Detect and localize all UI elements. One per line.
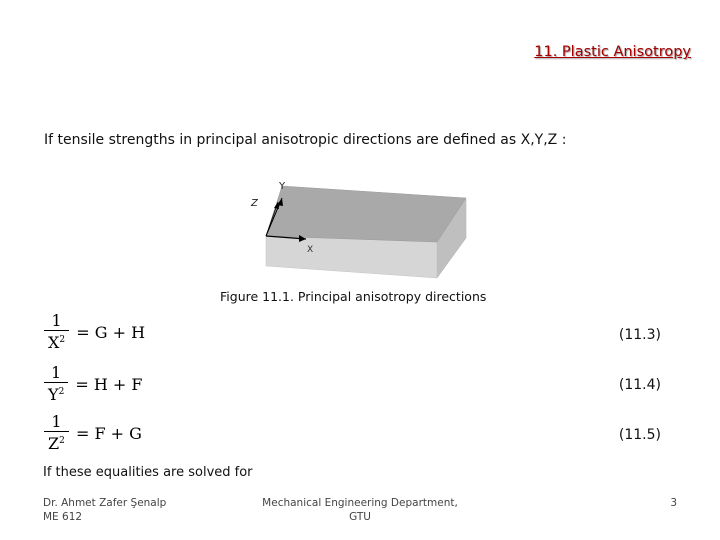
equation-11-5 xyxy=(44,413,142,453)
denominator-exponent: 2 xyxy=(59,436,65,446)
equation-fraction xyxy=(44,413,69,453)
footer-university: GTU xyxy=(349,511,371,523)
denominator-variable: X xyxy=(48,333,60,352)
equation-number-11-5: (11.5) xyxy=(618,427,661,443)
equation-rhs: = G + H xyxy=(76,322,146,342)
anisotropy-block-figure xyxy=(248,178,472,282)
equation-11-4 xyxy=(44,364,143,404)
fraction-denominator xyxy=(44,431,69,453)
fraction-numerator: 1 xyxy=(51,412,62,431)
solved-for-text: If these equalities are solved for xyxy=(43,465,253,480)
intro-text: If tensile strengths in principal anisotropic directions are defined as X,Y,Z : xyxy=(44,132,567,148)
footer-department: Mechanical Engineering Department, xyxy=(262,497,458,509)
axis-y-label: Y xyxy=(279,181,286,192)
page-number: 3 xyxy=(670,497,677,509)
footer-author-block xyxy=(43,496,166,524)
block-top-face xyxy=(266,186,466,242)
denominator-exponent: 2 xyxy=(58,387,65,397)
equation-fraction xyxy=(44,312,69,352)
fraction-numerator: 1 xyxy=(51,363,62,382)
fraction-denominator xyxy=(44,382,68,404)
equation-number-11-4: (11.4) xyxy=(618,377,661,393)
equation-rhs: = H + F xyxy=(75,374,143,394)
denominator-exponent: 2 xyxy=(59,335,66,345)
fraction-denominator xyxy=(44,330,69,352)
denominator-variable: Y xyxy=(48,385,59,404)
equation-number-11-3: (11.3) xyxy=(618,327,661,343)
footer-department-block xyxy=(262,496,458,524)
footer-course: ME 612 xyxy=(43,511,83,523)
axis-x-label: X xyxy=(307,245,314,255)
equation-rhs: = F + G xyxy=(75,423,142,443)
figure-caption: Figure 11.1. Principal anisotropy directions xyxy=(220,289,487,304)
block-front-face xyxy=(266,236,437,278)
equation-11-3 xyxy=(44,312,145,352)
slide-title: 11. Plastic Anisotropy xyxy=(534,44,691,60)
fraction-numerator: 1 xyxy=(51,311,62,330)
axis-z-label: Z xyxy=(251,198,258,209)
equation-fraction xyxy=(44,364,68,404)
denominator-variable: Z xyxy=(48,434,60,453)
footer-author: Dr. Ahmet Zafer Şenalp xyxy=(43,497,167,509)
